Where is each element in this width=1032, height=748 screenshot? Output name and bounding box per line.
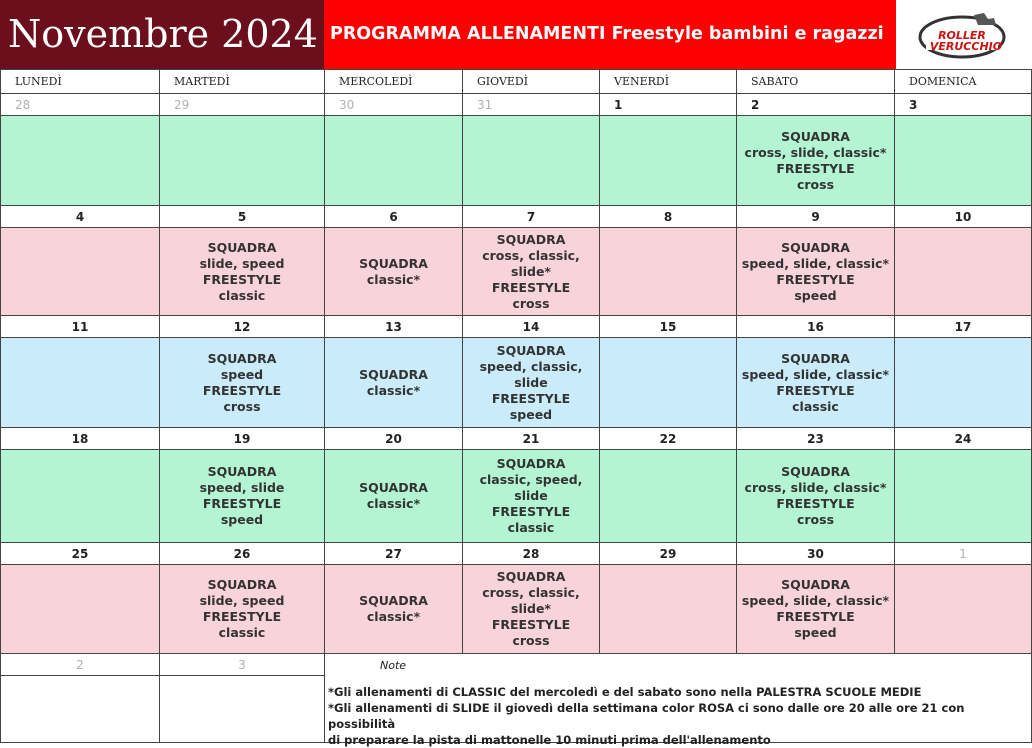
training-line: FREESTYLE (776, 160, 855, 176)
day-cell (1, 450, 160, 543)
training-line: cross, classic, slide* (482, 585, 580, 616)
day-number: 12 (160, 316, 325, 338)
day-cell (325, 565, 463, 654)
training-line: SQUADRA (781, 350, 850, 366)
day-number: 6 (325, 206, 463, 228)
day-number: 24 (895, 428, 1032, 450)
day-cell (463, 228, 600, 316)
day-cell (737, 565, 895, 654)
training-line: speed (220, 512, 264, 527)
day-cell (600, 565, 737, 654)
training-line: SQUADRA (781, 128, 850, 144)
weekday-header: VENERDÌ (600, 70, 737, 94)
weekday-header: LUNEDÌ (1, 70, 160, 94)
day-number: 15 (600, 316, 737, 338)
training-line: FREESTYLE (491, 390, 571, 406)
training-line: speed, slide (199, 480, 285, 495)
day-cell (737, 116, 895, 206)
training-line: cross (512, 633, 550, 648)
note-line: *Gli allenamenti di CLASSIC del mercoledì e del sabato sono nella PALESTRA SCUOLE MEDIE (328, 685, 922, 699)
notes-label: Note (380, 659, 407, 672)
program-title: PROGRAMMA ALLENAMENTI Freestyle bambini e ragazzi (324, 0, 896, 69)
day-cell (600, 450, 737, 543)
day-cell (895, 565, 1032, 654)
training-line: FREESTYLE (491, 617, 571, 632)
training-line: classic* (366, 609, 421, 624)
weekday-header: SABATO (737, 70, 895, 94)
weekday-header: GIOVEDÌ (463, 70, 600, 94)
day-cell (737, 450, 895, 543)
training-line: classic* (366, 382, 421, 398)
month-title: Novembre 2024 (0, 0, 324, 69)
weekday-header: MARTEDÌ (160, 70, 325, 94)
day-cell (160, 565, 325, 654)
day-cell (463, 565, 600, 654)
training-line: SQUADRA (207, 577, 277, 592)
note-line: di preparare la pista di mattonelle 10 minuti prima dell'allenamento (328, 733, 771, 747)
svg-text:ROLLER: ROLLER (938, 28, 986, 42)
day-cell (895, 228, 1032, 316)
training-line: FREESTYLE (202, 382, 282, 398)
day-cell (160, 338, 325, 428)
day-cell (1, 338, 160, 428)
training-line: speed, slide, classic* (741, 255, 890, 271)
day-cell (600, 228, 737, 316)
day-number: 9 (737, 206, 895, 228)
day-number: 7 (463, 206, 600, 228)
day-cell (600, 338, 737, 428)
day-number: 22 (600, 428, 737, 450)
day-cell (325, 338, 463, 428)
day-number: 8 (600, 206, 737, 228)
training-line: classic* (366, 496, 421, 511)
empty-cell (1, 676, 160, 743)
empty-cell (160, 676, 325, 743)
day-cell (1, 565, 160, 654)
day-number: 18 (1, 428, 160, 450)
training-line: SQUADRA (359, 593, 428, 608)
training-line: slide, speed (199, 255, 285, 271)
day-number: 25 (1, 543, 160, 565)
day-cell (895, 116, 1032, 206)
day-cell (600, 116, 737, 206)
training-line: classic (218, 287, 266, 303)
training-line: speed, slide, classic* (741, 593, 890, 608)
training-line: cross, slide, classic* (744, 480, 887, 495)
training-line: SQUADRA (781, 577, 850, 592)
training-line: FREESTYLE (776, 609, 855, 624)
day-number: 26 (160, 543, 325, 565)
day-number: 5 (160, 206, 325, 228)
day-number: 21 (463, 428, 600, 450)
training-line: cross, classic, slide* (482, 247, 580, 279)
svg-text:VERUCCHIO: VERUCCHIO (929, 39, 1003, 53)
day-number: 30 (325, 94, 463, 116)
day-number: 28 (1, 94, 160, 116)
training-line: classic (792, 398, 839, 414)
day-number: 11 (1, 316, 160, 338)
day-cell (895, 450, 1032, 543)
training-line: SQUADRA (207, 350, 277, 366)
day-number: 1 (600, 94, 737, 116)
note-line: *Gli allenamenti di SLIDE il giovedì della settimana color ROSA ci sono dalle ore 20 alle ore 21 con possibilità (328, 701, 965, 731)
day-cell (463, 116, 600, 206)
day-number: 2 (1, 654, 160, 676)
training-line: FREESTYLE (202, 271, 282, 287)
day-number: 13 (325, 316, 463, 338)
training-line: SQUADRA (359, 366, 428, 382)
day-number: 30 (737, 543, 895, 565)
club-logo (896, 0, 1032, 69)
training-line: cross, slide, classic* (744, 144, 887, 160)
day-number: 31 (463, 94, 600, 116)
day-cell (463, 450, 600, 543)
training-line: classic* (366, 271, 421, 287)
training-line: speed, classic, slide (479, 358, 583, 390)
day-cell (737, 338, 895, 428)
notes-text (328, 684, 1028, 748)
day-cell (325, 228, 463, 316)
day-cell (895, 338, 1032, 428)
training-line: FREESTYLE (776, 496, 855, 511)
training-line: SQUADRA (496, 456, 566, 471)
day-number: 20 (325, 428, 463, 450)
day-cell (160, 228, 325, 316)
training-line: SQUADRA (496, 231, 566, 247)
day-number: 4 (1, 206, 160, 228)
training-line: SQUADRA (496, 569, 566, 584)
training-line: cross (796, 176, 835, 192)
day-number: 28 (463, 543, 600, 565)
day-cell (160, 116, 325, 206)
day-number: 1 (895, 543, 1032, 565)
training-line: SQUADRA (207, 239, 277, 255)
training-line: speed (794, 287, 837, 303)
training-line: FREESTYLE (202, 496, 282, 511)
training-line: FREESTYLE (491, 279, 571, 295)
day-cell (325, 450, 463, 543)
day-number: 3 (160, 654, 325, 676)
day-cell (1, 116, 160, 206)
training-line: FREESTYLE (776, 382, 855, 398)
training-line: classic (218, 625, 266, 640)
day-number: 23 (737, 428, 895, 450)
day-number: 3 (895, 94, 1032, 116)
training-line: slide, speed (199, 593, 285, 608)
training-line: SQUADRA (359, 255, 428, 271)
day-cell (1, 228, 160, 316)
day-cell (160, 450, 325, 543)
training-line: speed (220, 366, 264, 382)
day-number: 14 (463, 316, 600, 338)
day-number: 10 (895, 206, 1032, 228)
training-line: cross (512, 295, 550, 311)
training-line: cross (796, 512, 835, 527)
training-line: speed, slide, classic* (741, 366, 890, 382)
training-line: classic, speed, slide (479, 472, 583, 503)
training-line: SQUADRA (781, 464, 850, 479)
day-number: 29 (160, 94, 325, 116)
day-number: 27 (325, 543, 463, 565)
training-line: speed (794, 625, 837, 640)
day-number: 17 (895, 316, 1032, 338)
day-cell (737, 228, 895, 316)
weekday-header: MERCOLEDÌ (325, 70, 463, 94)
day-cell (325, 116, 463, 206)
training-line: SQUADRA (781, 239, 850, 255)
training-line: FREESTYLE (491, 504, 571, 519)
day-number: 19 (160, 428, 325, 450)
day-number: 2 (737, 94, 895, 116)
calendar-grid (0, 69, 1032, 743)
day-number: 29 (600, 543, 737, 565)
training-line: SQUADRA (359, 480, 428, 495)
training-line: cross (223, 398, 261, 414)
day-number: 16 (737, 316, 895, 338)
training-line: classic (507, 520, 555, 535)
training-line: speed (509, 406, 553, 422)
roller-verucchio-logo-icon (914, 9, 1014, 61)
training-line: FREESTYLE (776, 271, 855, 287)
weekday-header: DOMENICA (895, 70, 1032, 94)
day-cell (463, 338, 600, 428)
training-line: SQUADRA (496, 342, 566, 358)
training-line: SQUADRA (207, 464, 277, 479)
training-line: FREESTYLE (202, 609, 282, 624)
